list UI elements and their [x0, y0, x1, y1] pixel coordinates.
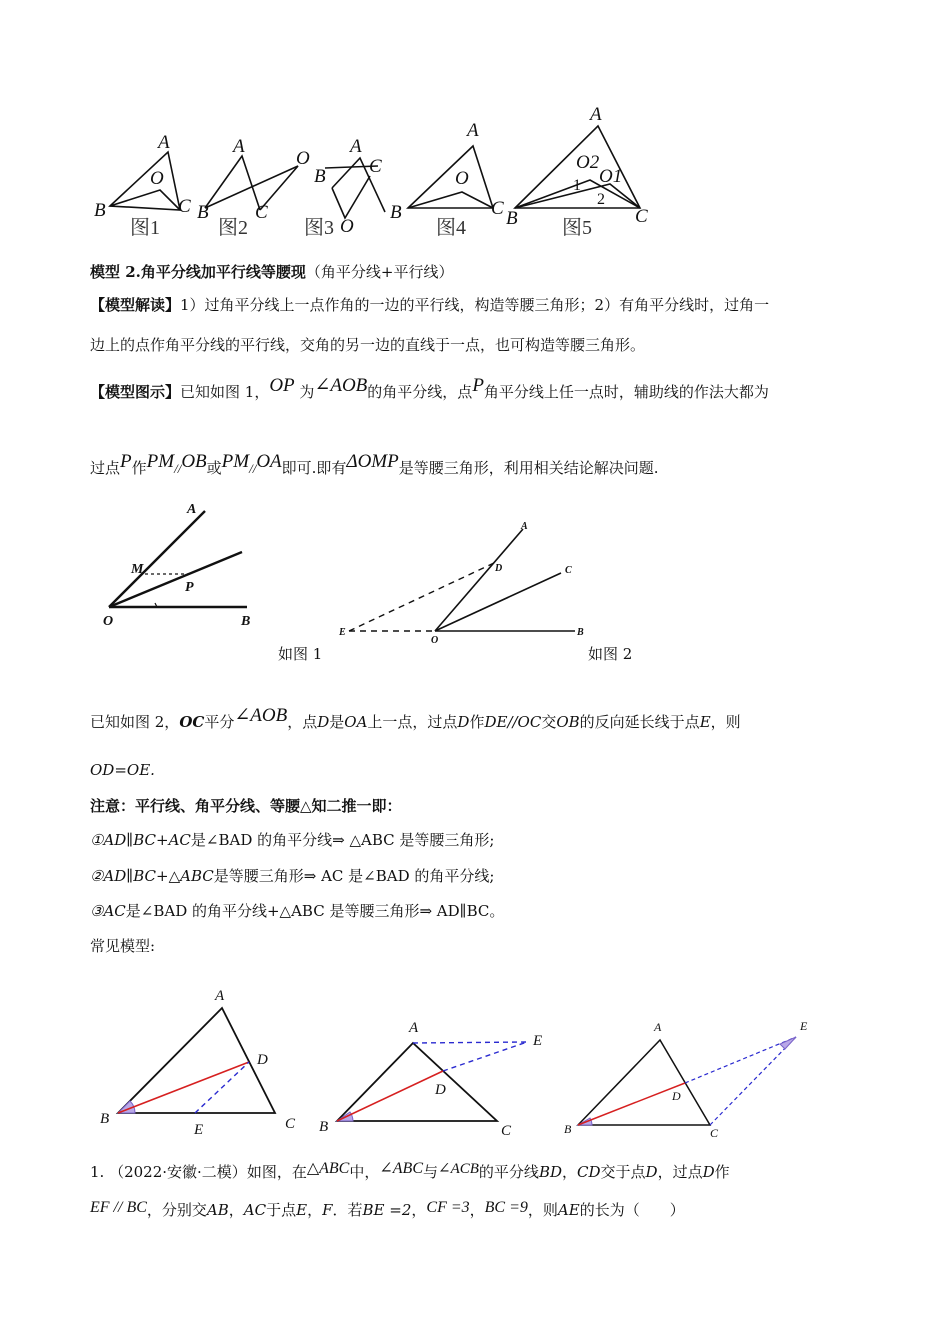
- diagram-tag: 【模型图示】: [90, 383, 181, 401]
- note-item-3-text: 是∠BAD 的角平分线+△ABC 是等腰三角形⇒ AD∥BC。: [125, 902, 505, 920]
- common-model-fig-1: [95, 980, 315, 1140]
- bf1-label-b: B: [100, 1111, 110, 1127]
- label-o2-5: O2: [576, 152, 600, 173]
- problem-ae: AE: [557, 1201, 580, 1219]
- problem-cd: CD: [577, 1163, 601, 1181]
- note-title: 注意：平行线、角平分线、等腰△知二推一即：: [90, 797, 402, 815]
- bf1-label-e: E: [194, 1122, 204, 1138]
- label-o1-5: O1: [599, 166, 623, 187]
- problem-be: BE =2: [362, 1201, 412, 1219]
- label-b-4: B: [390, 202, 402, 223]
- intro-text-3: 角平分线上任一点时，辅助线的作法大都为: [483, 383, 769, 401]
- caption-figure-1: 如图 1: [278, 645, 323, 663]
- fig2-oc: OC: [179, 713, 205, 731]
- label-c-3: C: [369, 156, 382, 177]
- note-item-3-math: ③AC: [90, 902, 126, 920]
- diagram-intro-line-2: [90, 451, 659, 479]
- math-pm: PM: [146, 451, 175, 472]
- bf1-label-a: A: [215, 988, 225, 1004]
- math-angle-aob: ∠AOB: [314, 375, 368, 396]
- note-item-1: [90, 830, 494, 850]
- problem-text-8: 作: [714, 1163, 730, 1181]
- fig2-label-e: E: [339, 627, 346, 638]
- caption-fig5: 图5: [562, 217, 592, 239]
- bf2-label-e: E: [533, 1033, 543, 1049]
- math-p: P: [472, 375, 484, 396]
- fig2-label-o: O: [431, 635, 439, 645]
- label-b-2: B: [197, 202, 209, 223]
- problem-tri-abc: △ABC: [306, 1160, 350, 1177]
- label-a-2: A: [233, 136, 245, 157]
- common-models-label: 常见模型:: [90, 937, 156, 955]
- bf1-label-d: D: [257, 1052, 268, 1068]
- problem-angle-acb: ∠ACB: [438, 1161, 479, 1177]
- fig2-angle-aob: ∠AOB: [234, 705, 288, 726]
- bf3-label-c: C: [710, 1126, 719, 1140]
- note-item-2: [90, 866, 494, 886]
- problem-d: D: [645, 1163, 658, 1181]
- fig2-text-7: 交: [541, 713, 557, 731]
- note-item-1-math: ①AD∥BC+AC: [90, 831, 191, 849]
- label-o-3: O: [340, 216, 354, 237]
- section-title: [90, 262, 453, 282]
- label-o-2: O: [296, 148, 310, 169]
- problem-text-6: 交于点: [600, 1163, 646, 1181]
- label-b-1: B: [94, 200, 106, 221]
- problem-text-12: ，: [307, 1201, 323, 1219]
- intro-text-q3: 即可.即有: [281, 459, 347, 477]
- label-c-5: C: [635, 206, 648, 227]
- bf2-label-d: D: [435, 1082, 446, 1098]
- intro-text-2: 的角平分线，点: [367, 383, 473, 401]
- label-o-4: O: [455, 168, 469, 189]
- problem-text-1: 如图，在: [246, 1163, 307, 1181]
- fig2-label-a: A: [521, 521, 528, 532]
- math-ob: OB: [181, 451, 207, 472]
- fig2-label-b: B: [577, 627, 584, 638]
- bf3-label-b: B: [564, 1122, 572, 1136]
- section-title-sub: （角平分线+平行线）: [305, 263, 454, 281]
- diagram-intro-line-1: [90, 375, 769, 402]
- fig2-text-8: 的反向延长线于点: [579, 713, 700, 731]
- problem-text-10: ，: [228, 1201, 244, 1219]
- fig2-explanation: [90, 705, 741, 732]
- interpretation-line-2: 边上的点作角平分线的平行线，交角的另一边的直线于一点，也可构造等腰三角形。: [90, 336, 646, 354]
- common-model-fig-2: [315, 1015, 555, 1140]
- intro-text-1: 已知如图 1，: [180, 383, 270, 401]
- problem-text-3: 与: [423, 1163, 439, 1181]
- fig2-d: D: [317, 713, 330, 731]
- top-figure-strip: [90, 100, 660, 240]
- caption-fig1: 图1: [130, 217, 160, 239]
- fig1-label-b: B: [241, 614, 251, 629]
- interpretation-tag: 【模型解读】: [90, 296, 181, 314]
- intro-text-q4: 是等腰三角形，利用相关结论解决问题.: [398, 459, 659, 477]
- note-item-3: [90, 901, 504, 921]
- fig1-label-m: M: [131, 562, 144, 577]
- problem-angle-abc: ∠ABC: [379, 1160, 423, 1177]
- problem-text-13: ．若: [332, 1201, 363, 1219]
- problem-text-14: ，则: [527, 1201, 558, 1219]
- fig2-de-oc: DE//OC: [484, 713, 542, 731]
- fig2-text-6: 作: [469, 713, 485, 731]
- label-a-5: A: [590, 104, 602, 125]
- fig1-label-o: O: [103, 614, 114, 629]
- fig2-text-9: ，则: [710, 713, 741, 731]
- problem-ac: AC: [243, 1201, 267, 1219]
- label-1-5: 1: [573, 177, 581, 194]
- intro-text-wei: 为: [294, 383, 315, 401]
- bf2-label-a: A: [409, 1020, 419, 1036]
- problem-text-9: ，分别交: [146, 1201, 207, 1219]
- problem-f: F: [322, 1201, 333, 1219]
- fig2-text-3: ，点: [287, 713, 318, 731]
- interpretation-text-1: 1）过角平分线上一点作角的一边的平行线，构造等腰三角形；2）有角平分线时，过角一: [180, 296, 770, 314]
- label-c-4: C: [491, 198, 504, 219]
- fig1-label-p: P: [185, 580, 194, 595]
- interpretation-line-1: [90, 295, 769, 315]
- math-pm-2: PM: [221, 451, 250, 472]
- math-parallel-2: //: [249, 461, 257, 476]
- label-o-1: O: [150, 168, 164, 189]
- bf2-label-c: C: [501, 1123, 512, 1139]
- fig2-label-c: C: [565, 565, 572, 576]
- intro-text-or: 或: [206, 459, 222, 477]
- figure-2-extension: [335, 515, 595, 645]
- caption-figure-2: 如图 2: [588, 645, 633, 663]
- math-parallel: //: [174, 461, 182, 476]
- caption-fig3: 图3: [304, 217, 334, 239]
- label-c-2: C: [255, 202, 268, 223]
- problem-1-line-1: [90, 1162, 730, 1183]
- problem-text-4: 的平分线: [478, 1163, 539, 1181]
- fig1-label-a: A: [187, 502, 197, 517]
- problem-d2: D: [702, 1163, 715, 1181]
- fig2-text-2: 平分: [204, 713, 235, 731]
- label-b-5: B: [506, 208, 518, 229]
- problem-bc: BC =9: [484, 1199, 528, 1216]
- note-item-2-text: 是等腰三角形⇒ AC 是∠BAD 的角平分线;: [213, 867, 495, 885]
- problem-text-7: ，过点: [657, 1163, 703, 1181]
- figure-1-angle-bisector: [95, 495, 275, 635]
- bf3-label-e: E: [800, 1019, 808, 1033]
- label-a-3: A: [350, 136, 362, 157]
- fig2-conclusion: OD=OE.: [90, 761, 155, 779]
- problem-cf: CF =3: [426, 1199, 470, 1216]
- problem-ef-bc: EF // BC: [90, 1199, 147, 1216]
- bf2-label-b: B: [319, 1119, 329, 1135]
- problem-text-5: ，: [562, 1163, 578, 1181]
- bf3-label-d: D: [672, 1089, 681, 1103]
- intro-text-q1: 过点: [90, 459, 121, 477]
- fig2-d2: D: [457, 713, 470, 731]
- caption-fig4: 图4: [436, 217, 466, 239]
- fig2-text-1: 已知如图 2，: [90, 713, 180, 731]
- fig2-ob: OB: [556, 713, 580, 731]
- problem-1-line-2: EF // BC，分别交AB，AC于点E，F．若BE =2，CF =3，BC =9，则AE的长为（ ）: [90, 1199, 685, 1219]
- problem-text-11: 于点: [266, 1201, 297, 1219]
- problem-ab: AB: [206, 1201, 229, 1219]
- fig2-text-5: 上一点，过点: [367, 713, 458, 731]
- problem-number: 1.: [90, 1163, 105, 1181]
- note-item-1-text: 是∠BAD 的角平分线⇒ △ABC 是等腰三角形;: [190, 831, 495, 849]
- label-c-1: C: [178, 196, 191, 217]
- problem-source: （2022·安徽·二模）: [109, 1163, 247, 1181]
- label-a-4: A: [467, 120, 479, 141]
- problem-text-2: 中，: [349, 1163, 380, 1181]
- problem-bd: BD: [538, 1163, 562, 1181]
- bf1-label-c: C: [285, 1116, 296, 1132]
- fig2-oa: OA: [344, 713, 368, 731]
- label-b-3: B: [314, 166, 326, 187]
- caption-fig2: 图2: [218, 217, 248, 239]
- label-2-5: 2: [597, 191, 605, 208]
- note-item-2-math: ②AD∥BC+△ABC: [90, 867, 214, 885]
- fig2-e: E: [699, 713, 711, 731]
- problem-text-15: 的长为（ ）: [579, 1201, 685, 1219]
- label-a-1: A: [158, 132, 170, 153]
- problem-e: E: [296, 1201, 308, 1219]
- section-title-main: 模型 2.角平分线加平行线等腰现: [90, 263, 306, 281]
- math-tri-omp: ΔOMP: [346, 451, 399, 472]
- fig2-text-4: 是: [329, 713, 345, 731]
- math-op: OP: [269, 375, 295, 396]
- fig2-label-d: D: [495, 563, 503, 574]
- bf3-label-a: A: [654, 1020, 662, 1034]
- math-oa: OA: [256, 451, 282, 472]
- intro-text-q2: 作: [131, 459, 147, 477]
- math-p-2: P: [120, 451, 132, 472]
- common-model-fig-3: [560, 1015, 820, 1140]
